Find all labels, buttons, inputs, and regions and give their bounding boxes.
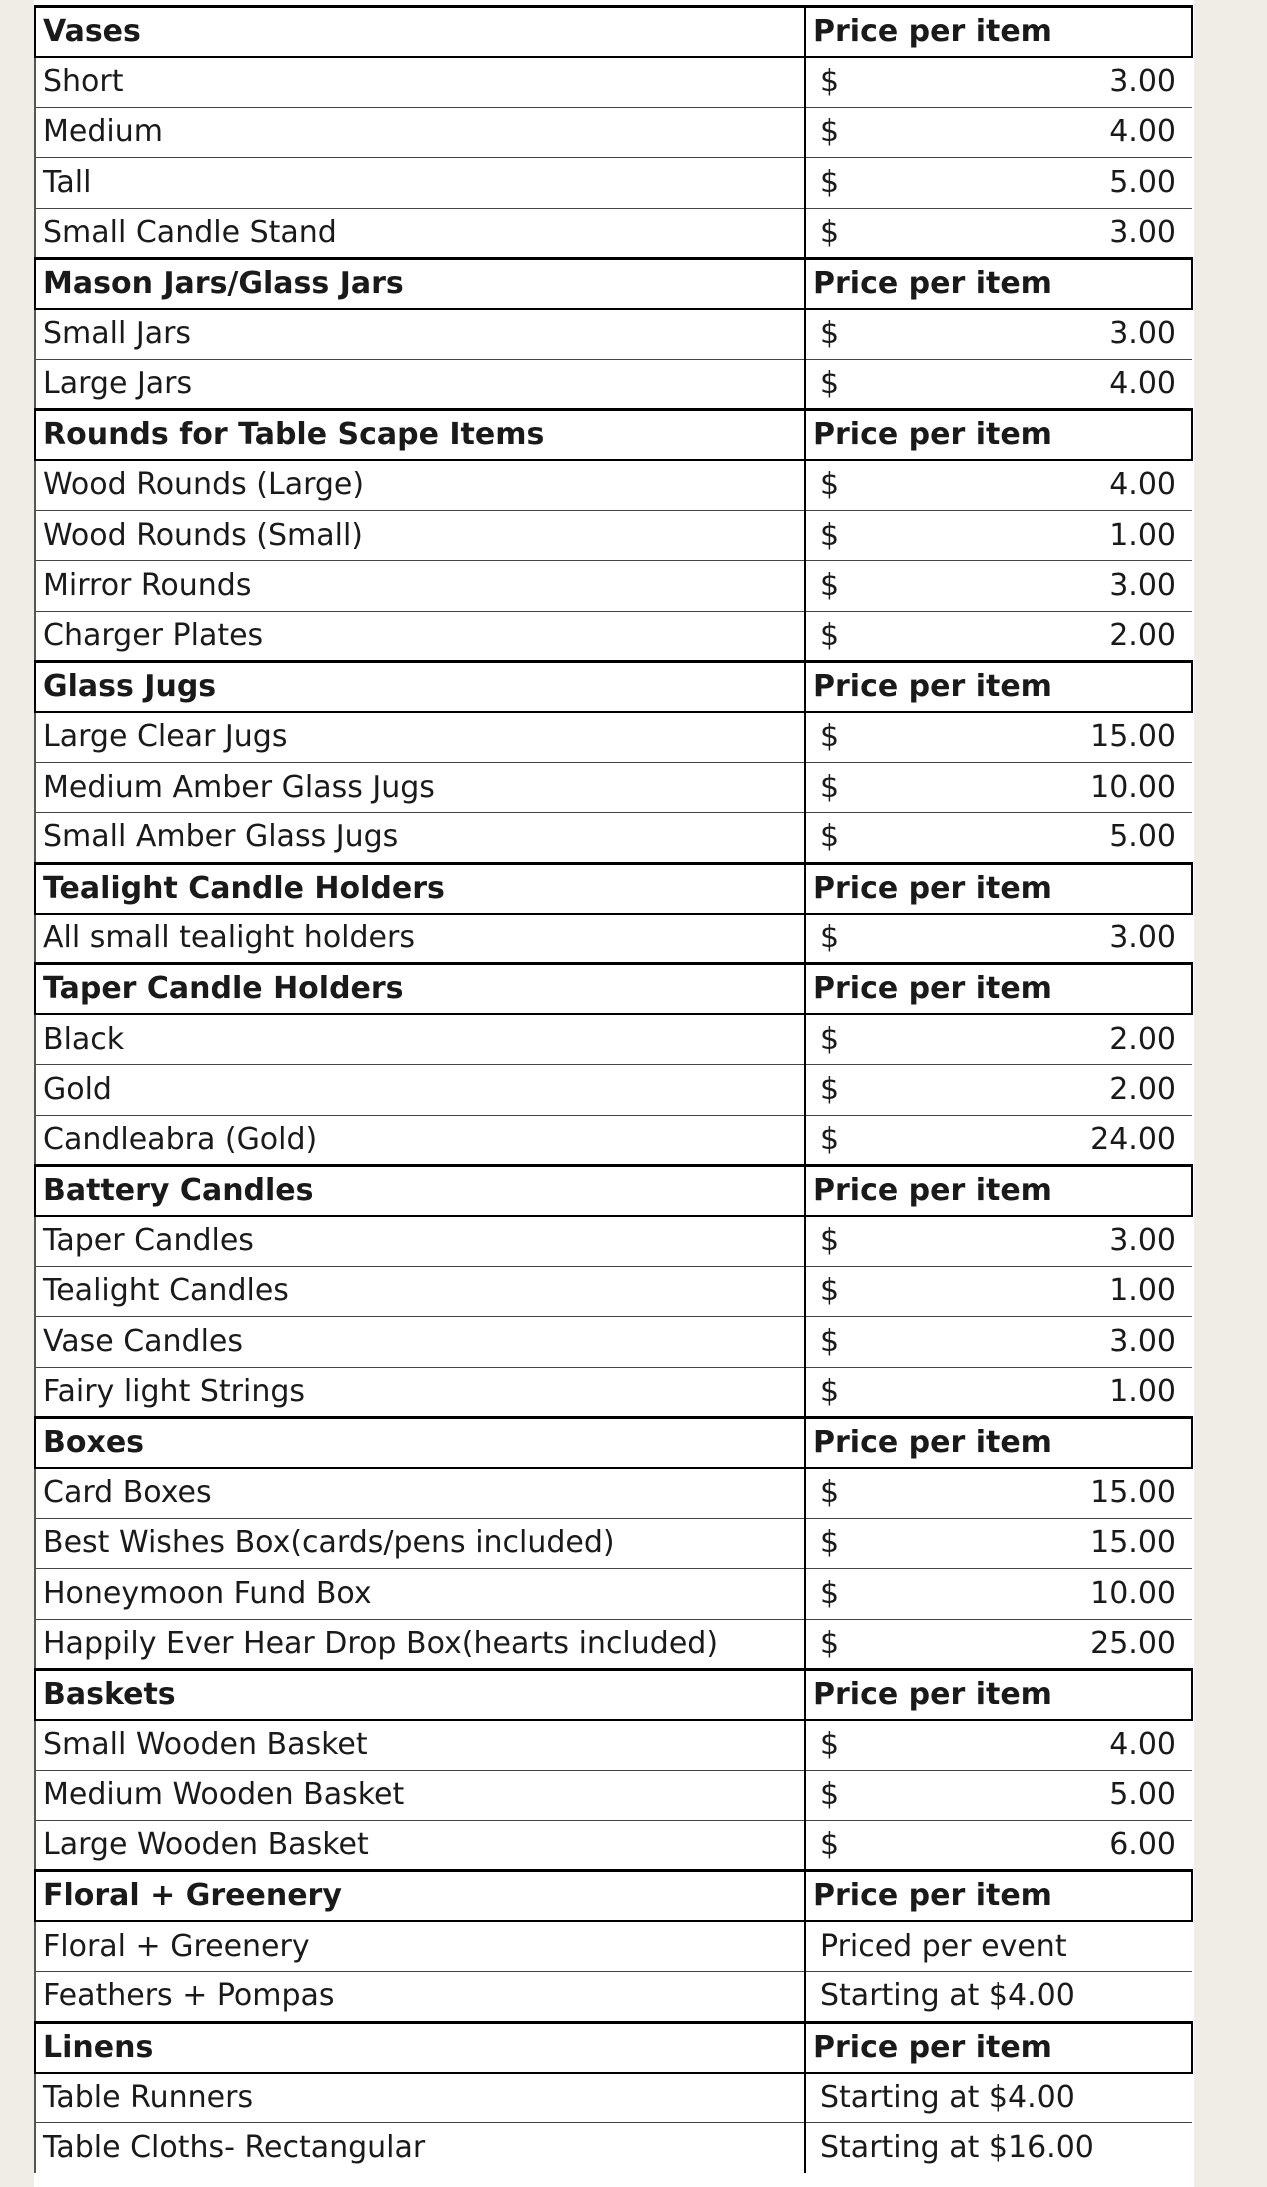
- item-price: 3.00: [871, 57, 1192, 107]
- item-price: 24.00: [871, 1115, 1192, 1165]
- currency-symbol: $: [805, 1821, 871, 1871]
- item-name: Candleabra (Gold): [35, 1115, 805, 1165]
- price-column-header: Price per item: [805, 2022, 1192, 2072]
- table-row: [35, 762, 1192, 812]
- section-title: Taper Candle Holders: [35, 964, 805, 1014]
- table-row: [35, 309, 1192, 359]
- section-title: Mason Jars/Glass Jars: [35, 258, 805, 308]
- table-row: [35, 1317, 1192, 1367]
- item-price: 1.00: [871, 1266, 1192, 1316]
- item-price: 3.00: [871, 561, 1192, 611]
- item-price-note: Starting at $4.00: [805, 2073, 1192, 2123]
- item-price: 10.00: [871, 762, 1192, 812]
- item-price-note: Priced per event: [805, 1921, 1192, 1971]
- table-row: [35, 1518, 1192, 1568]
- price-column-header: Price per item: [805, 410, 1192, 460]
- item-price: 15.00: [871, 1468, 1192, 1518]
- currency-symbol: $: [805, 359, 871, 409]
- section-header-taper-candle-holders: [35, 964, 1192, 1014]
- item-name: Tealight Candles: [35, 1266, 805, 1316]
- item-price: 4.00: [871, 107, 1192, 157]
- currency-symbol: $: [805, 1014, 871, 1064]
- item-price: 5.00: [871, 158, 1192, 208]
- currency-symbol: $: [805, 712, 871, 762]
- price-column-header: Price per item: [805, 863, 1192, 913]
- table-row: [35, 2073, 1192, 2123]
- currency-symbol: $: [805, 208, 871, 258]
- item-name: Mirror Rounds: [35, 561, 805, 611]
- section-header-battery-candles: [35, 1165, 1192, 1215]
- currency-symbol: $: [805, 1569, 871, 1619]
- section-title: Rounds for Table Scape Items: [35, 410, 805, 460]
- table-row: [35, 57, 1192, 107]
- table-row: [35, 1266, 1192, 1316]
- item-price: 2.00: [871, 611, 1192, 661]
- table-row: [35, 611, 1192, 661]
- currency-symbol: $: [805, 914, 871, 964]
- table-row: [35, 1367, 1192, 1417]
- currency-symbol: $: [805, 1518, 871, 1568]
- item-name: Feathers + Pompas: [35, 1972, 805, 2022]
- item-name: Card Boxes: [35, 1468, 805, 1518]
- table-row: [35, 2123, 1192, 2173]
- item-name: Small Amber Glass Jugs: [35, 813, 805, 863]
- item-name: All small tealight holders: [35, 914, 805, 964]
- item-price: 4.00: [871, 359, 1192, 409]
- section-title: Linens: [35, 2022, 805, 2072]
- currency-symbol: $: [805, 158, 871, 208]
- item-name: Small Wooden Basket: [35, 1720, 805, 1770]
- currency-symbol: $: [805, 309, 871, 359]
- item-name: Medium: [35, 107, 805, 157]
- item-price: 5.00: [871, 1770, 1192, 1820]
- table-row: [35, 460, 1192, 510]
- item-name: Taper Candles: [35, 1216, 805, 1266]
- item-price: 3.00: [871, 208, 1192, 258]
- currency-symbol: $: [805, 561, 871, 611]
- section-header-vases: [35, 7, 1192, 57]
- item-price: 15.00: [871, 712, 1192, 762]
- table-row: [35, 1569, 1192, 1619]
- section-title: Floral + Greenery: [35, 1871, 805, 1921]
- table-row: [35, 1014, 1192, 1064]
- currency-symbol: $: [805, 1720, 871, 1770]
- table-row: [35, 208, 1192, 258]
- item-name: Large Jars: [35, 359, 805, 409]
- item-price: 1.00: [871, 1367, 1192, 1417]
- currency-symbol: $: [805, 107, 871, 157]
- rental-price-table: [34, 5, 1193, 2173]
- table-row: [35, 1972, 1192, 2022]
- item-price: 3.00: [871, 1216, 1192, 1266]
- item-name: Tall: [35, 158, 805, 208]
- price-column-header: Price per item: [805, 662, 1192, 712]
- price-column-header: Price per item: [805, 1417, 1192, 1467]
- table-row: [35, 1619, 1192, 1669]
- currency-symbol: $: [805, 1216, 871, 1266]
- price-column-header: Price per item: [805, 964, 1192, 1014]
- item-name: Short: [35, 57, 805, 107]
- table-row: [35, 359, 1192, 409]
- section-header-boxes: [35, 1417, 1192, 1467]
- section-header-baskets: [35, 1669, 1192, 1719]
- price-table-body: [35, 7, 1192, 2174]
- section-title: Vases: [35, 7, 805, 57]
- section-header-linens: [35, 2022, 1192, 2072]
- item-name: Large Wooden Basket: [35, 1821, 805, 1871]
- item-price: 5.00: [871, 813, 1192, 863]
- item-name: Small Candle Stand: [35, 208, 805, 258]
- section-header-tealight-candle-holders: [35, 863, 1192, 913]
- currency-symbol: $: [805, 1065, 871, 1115]
- table-row: [35, 813, 1192, 863]
- section-header-glass-jugs: [35, 662, 1192, 712]
- item-name: Small Jars: [35, 309, 805, 359]
- item-price: 4.00: [871, 1720, 1192, 1770]
- currency-symbol: $: [805, 460, 871, 510]
- price-column-header: Price per item: [805, 1871, 1192, 1921]
- table-row: [35, 510, 1192, 560]
- section-title: Baskets: [35, 1669, 805, 1719]
- table-row: [35, 712, 1192, 762]
- price-column-header: Price per item: [805, 7, 1192, 57]
- table-row: [35, 1821, 1192, 1871]
- item-name: Wood Rounds (Large): [35, 460, 805, 510]
- section-header-mason-jars-glass-jars: [35, 258, 1192, 308]
- table-row: [35, 107, 1192, 157]
- table-row: [35, 1720, 1192, 1770]
- currency-symbol: $: [805, 762, 871, 812]
- section-title: Glass Jugs: [35, 662, 805, 712]
- item-name: Gold: [35, 1065, 805, 1115]
- item-name: Wood Rounds (Small): [35, 510, 805, 560]
- item-name: Medium Wooden Basket: [35, 1770, 805, 1820]
- item-price-note: Starting at $4.00: [805, 1972, 1192, 2022]
- table-row: [35, 1216, 1192, 1266]
- currency-symbol: $: [805, 57, 871, 107]
- item-name: Charger Plates: [35, 611, 805, 661]
- table-row: [35, 1468, 1192, 1518]
- price-column-header: Price per item: [805, 1165, 1192, 1215]
- item-price: 1.00: [871, 510, 1192, 560]
- item-name: Honeymoon Fund Box: [35, 1569, 805, 1619]
- table-row: [35, 1065, 1192, 1115]
- currency-symbol: $: [805, 1266, 871, 1316]
- table-row: [35, 914, 1192, 964]
- table-row: [35, 158, 1192, 208]
- item-price-note: Starting at $16.00: [805, 2123, 1192, 2173]
- currency-symbol: $: [805, 1468, 871, 1518]
- currency-symbol: $: [805, 510, 871, 560]
- price-column-header: Price per item: [805, 1669, 1192, 1719]
- table-row: [35, 561, 1192, 611]
- item-price: 2.00: [871, 1065, 1192, 1115]
- item-name: Table Runners: [35, 2073, 805, 2123]
- item-name: Happily Ever Hear Drop Box(hearts included): [35, 1619, 805, 1669]
- item-price: 25.00: [871, 1619, 1192, 1669]
- item-price: 6.00: [871, 1821, 1192, 1871]
- item-price: 3.00: [871, 309, 1192, 359]
- section-title: Tealight Candle Holders: [35, 863, 805, 913]
- item-price: 3.00: [871, 914, 1192, 964]
- currency-symbol: $: [805, 1115, 871, 1165]
- currency-symbol: $: [805, 611, 871, 661]
- table-row: [35, 1115, 1192, 1165]
- currency-symbol: $: [805, 1770, 871, 1820]
- section-header-rounds-for-table-scape-items: [35, 410, 1192, 460]
- item-name: Large Clear Jugs: [35, 712, 805, 762]
- section-title: Boxes: [35, 1417, 805, 1467]
- item-price: 15.00: [871, 1518, 1192, 1568]
- item-price: 10.00: [871, 1569, 1192, 1619]
- section-title: Battery Candles: [35, 1165, 805, 1215]
- item-name: Best Wishes Box(cards/pens included): [35, 1518, 805, 1568]
- item-name: Table Cloths- Rectangular: [35, 2123, 805, 2173]
- item-name: Fairy light Strings: [35, 1367, 805, 1417]
- item-price: 2.00: [871, 1014, 1192, 1064]
- table-row: [35, 1770, 1192, 1820]
- item-name: Medium Amber Glass Jugs: [35, 762, 805, 812]
- section-header-floral-greenery: [35, 1871, 1192, 1921]
- item-price: 4.00: [871, 460, 1192, 510]
- table-row: [35, 1921, 1192, 1971]
- item-name: Black: [35, 1014, 805, 1064]
- currency-symbol: $: [805, 1367, 871, 1417]
- currency-symbol: $: [805, 1317, 871, 1367]
- item-name: Floral + Greenery: [35, 1921, 805, 1971]
- item-price: 3.00: [871, 1317, 1192, 1367]
- currency-symbol: $: [805, 813, 871, 863]
- item-name: Vase Candles: [35, 1317, 805, 1367]
- price-column-header: Price per item: [805, 258, 1192, 308]
- currency-symbol: $: [805, 1619, 871, 1669]
